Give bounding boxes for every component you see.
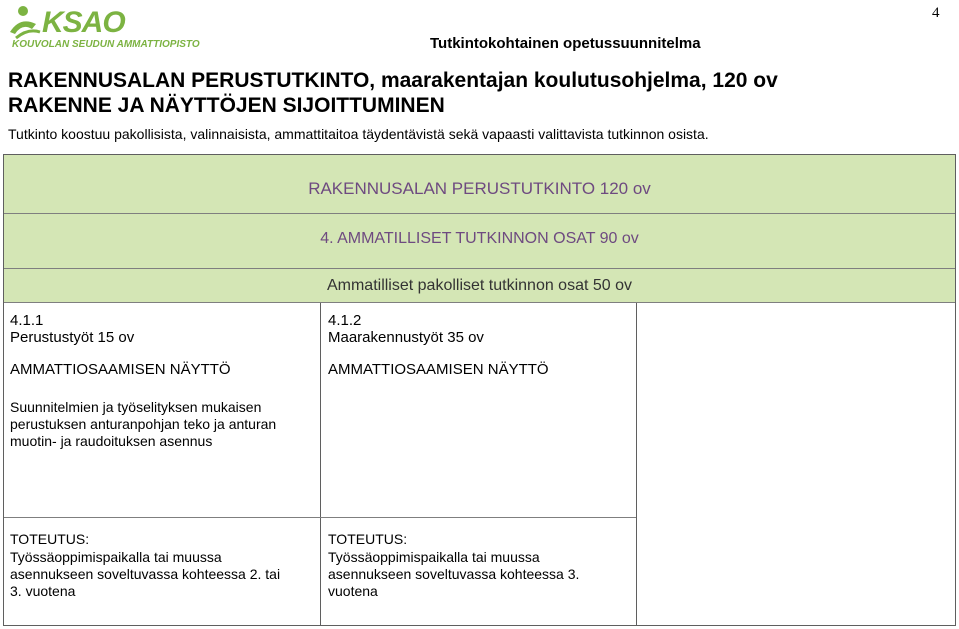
column-divider (320, 303, 321, 625)
svg-text:KOUVOLAN SEUDUN AMMATTIOPISTO: KOUVOLAN SEUDUN AMMATTIOPISTO (12, 39, 200, 50)
column-divider (636, 303, 637, 625)
title-block (8, 68, 948, 118)
band-compulsory-label: Ammatilliset pakolliset tutkinnon osat 50 ov (326, 277, 633, 294)
band-degree-label: RAKENNUSALAN PERUSTUTKINTO 120 ov (308, 179, 651, 198)
impl-label-2: TOTEUTUS: (328, 531, 408, 547)
unit-code-1: 4.1.1 (10, 312, 44, 329)
impl-2-line3: vuotena (328, 583, 378, 599)
impl-1-line3: 3. vuotena (10, 583, 76, 599)
demo-desc-1-line1: Suunnitelmien ja työselityksen mukaisen (10, 399, 262, 415)
ksao-logo (6, 2, 246, 52)
unit-code-2: 4.1.2 (328, 312, 362, 329)
impl-label-1: TOTEUTUS: (10, 531, 90, 547)
impl-1-line2: asennukseen soveltuvassa kohteessa 2. tai (10, 566, 281, 582)
svg-text:KSAO: KSAO (42, 6, 125, 39)
structure-table (3, 154, 956, 626)
impl-2-line1: Työssäoppimispaikalla tai muussa (328, 549, 540, 565)
row-divider (4, 517, 636, 518)
unit-name-1: Perustustyöt 15 ov (10, 329, 135, 346)
demo-desc-1-line3: muotin- ja raudoituksen asennus (10, 433, 213, 449)
sub-title: RAKENNE JA NÄYTTÖJEN SIJOITTUMINEN (8, 94, 445, 117)
main-title: RAKENNUSALAN PERUSTUTKINTO, maarakentajan koulutusohjelma, 120 ov (8, 69, 778, 92)
demo-title-2: AMMATTIOSAAMISEN NÄYTTÖ (328, 361, 549, 378)
impl-1-line1: Työssäoppimispaikalla tai muussa (10, 549, 222, 565)
page-number: 4 (932, 5, 940, 21)
demo-title-1: AMMATTIOSAAMISEN NÄYTTÖ (10, 361, 231, 378)
ksao-logo-graphic (6, 2, 246, 52)
unit-name-2: Maarakennustyöt 35 ov (328, 329, 484, 346)
demo-desc-1-line2: perustuksen anturanpohjan teko ja anturan (10, 416, 277, 432)
band-vocational-label: 4. AMMATILLISET TUTKINNON OSAT 90 ov (320, 230, 639, 247)
impl-2-line2: asennukseen soveltuvassa kohteessa 3. (328, 566, 580, 582)
document-title: Tutkintokohtainen opetussuunnitelma (430, 35, 701, 52)
intro-text: Tutkinto koostuu pakollisista, valinnaisista, ammattitaitoa täydentävistä sekä vapaasti valittavista tutkinnon osista. (8, 126, 709, 142)
